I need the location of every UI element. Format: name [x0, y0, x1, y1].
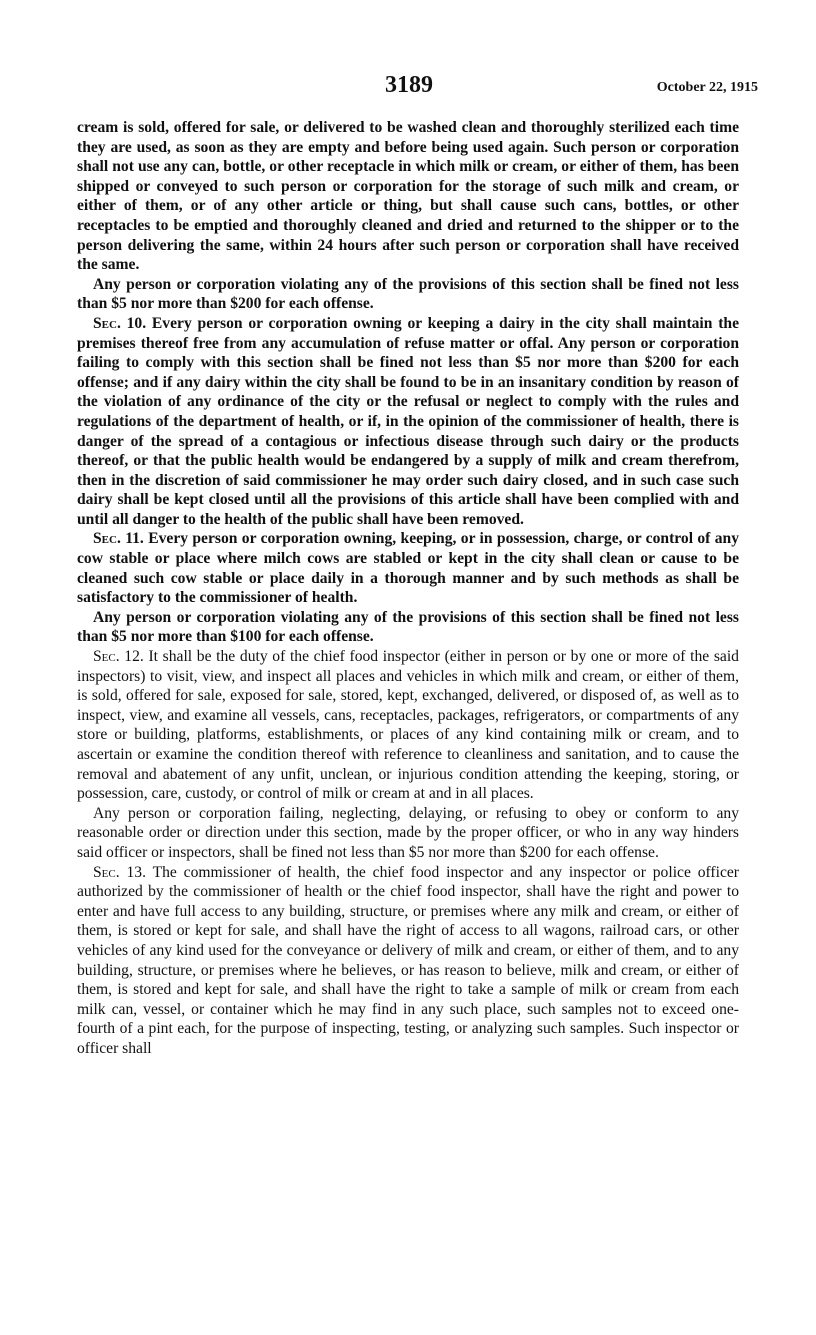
section-label: Sec. 10. — [93, 314, 147, 332]
paragraph-sec-12 — [77, 647, 739, 804]
paragraph-continuation — [77, 118, 739, 275]
paragraph-sec-13 — [77, 863, 739, 1059]
paragraph-sec-11 — [77, 529, 739, 607]
paragraph-sec-10 — [77, 314, 739, 530]
paragraph-penalty — [77, 804, 739, 863]
paragraph-text: The commissioner of health, the chief food inspector and any inspector or police officer authorized by the commissioner of health or the chief food inspector, shall have the right and power to enter and have full access to any building, structure, or premises where any milk and cream, or either of them, is stored or kept for sale, and shall have the right of access to all wagons, railroad cars, or other vehicles of any kind used for the conveyance or delivery of milk and cream, or either of them, and to any building, structure, or premises where he believes, or has reason to believe, milk and cream, or either of them, is stored and kept for sale, and shall have the right to take a sample of milk or cream from each milk can, vessel, or container which he may find in any such place, such samples not to exceed one-fourth of a pint each, for the purpose of inspecting, testing, or analyzing such samples. Such inspector or officer shall — [77, 863, 739, 1057]
paragraph-penalty — [77, 608, 739, 647]
paragraph-text: Every person or corporation owning, keeping, or in possession, charge, or control of any cow stable or place where milch cows are stabled or kept in the city shall clean or cause to be cleaned such cow stable or place daily in a thorough manner and by such methods as shall be satisfactory to the commissioner of health. — [77, 530, 739, 607]
paragraph-text: Any person or corporation violating any of the provisions of this section shall be fined not less than $5 nor more than $200 for each offense. — [77, 275, 739, 313]
section-label: Sec. 12. — [93, 648, 144, 666]
body-text — [77, 118, 739, 1059]
paragraph-penalty — [77, 275, 739, 314]
page-date: October 22, 1915 — [656, 80, 758, 95]
paragraph-text: Any person or corporation violating any of the provisions of this section shall be fined not less than $5 nor more than $100 for each offense. — [77, 608, 739, 646]
section-label: Sec. 13. — [93, 863, 146, 881]
paragraph-text: It shall be the duty of the chief food inspector (either in person or by one or more of the said inspectors) to visit, view, and inspect all places and vehicles in which milk and cream, or either of them, is sold, offered for sale, exposed for sale, stored, kept, exchanged, delivered, or disposed of, as well as to inspect, view, and examine all vessels, cans, receptacles, packages, refrigerators, or compartments of any store or building, platforms, establishments, or places of any kind containing milk or cream, and to ascertain or examine the condition thereof with reference to cleanliness and sanitation, and to cause the removal and abatement of any unfit, unclean, or injurious condition attending the keeping, storing, or possession, care, custody, or control of milk or cream at and in all places. — [77, 648, 739, 803]
section-label: Sec. 11. — [93, 530, 144, 548]
paragraph-text: Every person or corporation owning or keeping a dairy in the city shall maintain the premises thereof free from any accumulation of refuse matter or offal. Any person or corporation failing to comply with this section shall be fined not less than $5 nor more than $200 for each offense; and if any dairy within the city shall be found to be in an insanitary condition by reason of the violation of any ordinance of the city or the refusal or neglect to comply with the rules and regulations of the department of health, or if, in the opinion of the commissioner of health, there is danger of the spread of a contagious or infectious disease through such dairy or the products thereof, or that the public health would be endangered by a supply of milk and cream therefrom, then in the discretion of said commissioner he may order such dairy closed, and in such case such dairy shall be kept closed until all the provisions of this article shall have been complied with and until all danger to the health of the public shall have been removed. — [77, 314, 739, 528]
page-number: 3189 — [385, 72, 433, 98]
paragraph-text: Any person or corporation failing, neglecting, delaying, or refusing to obey or conform to any reasonable order or direction under this section, made by the proper officer, or who in any way hinders said officer or inspectors, shall be fined not less than $5 nor more than $200 for each offense. — [77, 804, 739, 861]
paragraph-text: cream is sold, offered for sale, or delivered to be washed clean and thoroughly sterilized each time they are used, as soon as they are empty and before being used again. Such person or corporation shall not use any can, bottle, or other receptacle in which milk or cream, or either of them, has been shipped or conveyed to such person or corporation for the storage of such milk and cream, or either of them, or of any other article or thing, but shall cause such cans, bottles, or other receptacles to be emptied and thoroughly cleaned and dried and returned to the shipper or to the person delivering the same, within 24 hours after such person or corporation shall have received the same. — [77, 119, 739, 274]
